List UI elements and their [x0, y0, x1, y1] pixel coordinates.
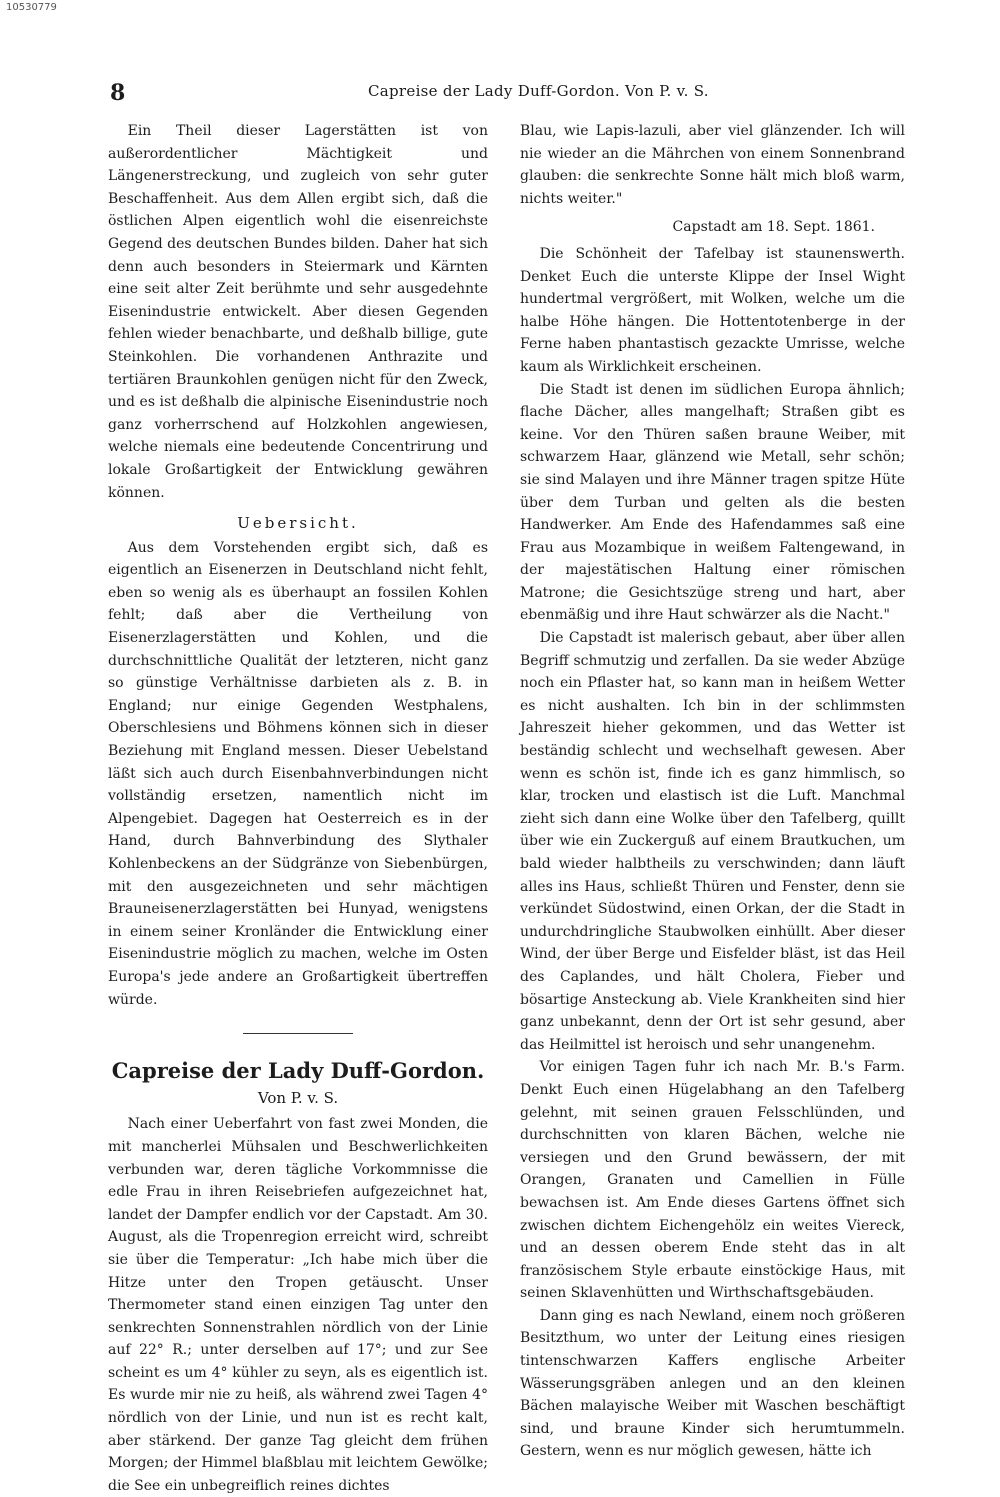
article-title: Capreise der Lady Duff-Gordon. — [111, 1058, 485, 1084]
paragraph: Dann ging es nach Newland, einem noch größeren Besitzthum, wo unter der Leitung eines riesigen tintenschwarzen Kaffers englische Arbeiter Wässerungsgräben anlegen und an den kleinen Bächen malayische Weiber mit Waschen beschäftigt sind, und braune Kinder sich herumtummeln. Gestern, wenn es nur möglich gewesen, hätte ich — [520, 1307, 905, 1460]
section-heading: Uebersicht. — [237, 514, 359, 533]
dateline: Capstadt am 18. Sept. 1861. — [672, 219, 875, 236]
paragraph: Ein Theil dieser Lagerstätten ist von außerordentlicher Mächtigkeit und Längenerstreckung, und zugleich von sehr guter Beschaffenheit. Aus dem Allen ergibt sich, daß die östlichen Alpen eigentlich wohl die eisenreichste Gegend des deutschen Bundes bilden. Daher hat sich denn auch besonders in Steiermark und Kärnten eine seit alter Zeit berühmte und sehr ausgedehnte Eisenindustrie entwickelt. Aber diesen Gegenden fehlen wieder benachbarte, und deßhalb billige, gute Steinkohlen. Die vorhandenen Anthrazite und tertiären Braunkohlen genügen nicht für den Zweck, und es ist deßhalb die alpinische Eisenindustrie noch ganz vorherrschend auf Holzkohlen angewiesen, welche niemals eine bedeutende Concentrirung und lokale Großartigkeit der Entwicklung gewähren können. — [108, 123, 488, 501]
byline: Von P. v. S. — [257, 1088, 339, 1107]
right-column — [520, 120, 905, 1463]
running-head: Capreise der Lady Duff-Gordon. Von P. v. S. — [368, 82, 709, 100]
paragraph: Die Schönheit der Tafelbay ist staunenswerth. Denket Euch die unterste Klippe der Insel Wight hundertmal vergrößert, mit Wolken, welche um die halbe Höhe hängen. Die Hottentotenberge in der Ferne haben phantastisch gezackte Umrisse, welche kaum als Wirklichkeit erscheinen. — [520, 245, 905, 375]
paragraph: Die Capstadt ist malerisch gebaut, aber über allen Begriff schmutzig und zerfallen. Da sie weder Abzüge noch ein Pflaster hat, so kann man in heißem Wetter es nicht aushalten. Ich bin in der schlimmsten Jahreszeit hieher gekommen, und das Wetter ist beständig schlecht und wechselhaft gewesen. Aber wenn es schön ist, finde ich es ganz himmlisch, so klar, trocken und elastisch ist die Luft. Manchmal zieht sich dann eine Wolke über den Tafelberg, quillt über wie ein Zuckerguß auf einem Brautkuchen, um bald wieder halbtheils zu verschwinden; dann läuft alles ins Haus, schließt Thüren und Fenster, denn sie verkündet Südostwind, einen Orkan, der die Stadt in undurchdringliche Staubwolken einhüllt. Aber dieser Wind, der über Berge und Eisfelder bläst, ist das Heil des Caplandes, und hält Cholera, Fieber und bösartige Ansteckung ab. Viele Krankheiten sind hier ganz unbekannt, denn der Ort ist sehr gesund, aber das Heilmittel ist heroisch und sehr unangenehm. — [520, 630, 905, 1053]
left-column — [108, 120, 488, 1497]
paragraph: Vor einigen Tagen fuhr ich nach Mr. B.'s Farm. Denkt Euch einen Hügelabhang an den Tafelberg gelehnt, mit seinen grauen Felsschlünden, und durchschnitten von klaren Bächen, welche nie versiegen und den Grund bewässern, der mit Orangen, Granaten und Camellien in Fülle bewachsen ist. Am Ende dieses Gartens öffnet sich zwischen dichtem Eichengehölz ein weites Viereck, und an dessen oberem Ende steht das in alt französischem Style erbaute einstöckige Haus, mit seinen Sklavenhütten und Wirthschaftsgebäuden. — [520, 1059, 905, 1302]
scan-id: 10530779 — [6, 2, 57, 13]
section-divider — [243, 1033, 353, 1034]
paragraph: Blau, wie Lapis-lazuli, aber viel glänzender. Ich will nie wieder an die Mährchen von einem Sonnenbrand glauben: die senkrechte Sonne hält mich bloß warm, nichts weiter." — [520, 123, 905, 207]
paragraph: Aus dem Vorstehenden ergibt sich, daß es eigentlich an Eisenerzen in Deutschland nicht fehlt, eben so wenig als es überhaupt an fossilen Kohlen fehlt; daß aber die Vertheilung von Eisenerzlagerstätten und Kohlen, und die durchschnittliche Qualität der letzteren, nicht ganz so günstige Verhältnisse darbieten als z. B. in England; nur einige Gegenden Westphalens, Oberschlesiens und Böhmens können sich in dieser Beziehung mit England messen. Dieser Uebelstand läßt sich auch durch Eisenbahnverbindungen nicht vollständig ersetzen, namentlich nicht im Alpengebiet. Dagegen hat Oesterreich es in der Hand, durch Bahnverbindung des Slythaler Kohlenbeckens an der Südgränze von Siebenbürgen, mit den ausgezeichneten und sehr mächtigen Brauneisenerzlagerstätten bei Hunyad, wenigstens in einem seiner Kronländer die Entwicklung einer Eisenindustrie möglich zu machen, welche im Osten Europa's jede andere an Großartigkeit übertreffen würde. — [108, 539, 488, 1008]
paragraph: Die Stadt ist denen im südlichen Europa ähnlich; flache Dächer, alles mangelhaft; Straßen gibt es keine. Vor den Thüren saßen braune Weiber, mit schwarzem Haar, glänzend wie Metall, sehr schön; sie sind Malayen und ihre Männer tragen spitze Hüte über dem Turban und gelten als die besten Handwerker. Am Ende des Hafendammes saß eine Frau aus Mozambique in weißem Faltengewand, in der majestätischen Haltung einer römischen Matrone; die Gesichtszüge streng und hart, aber ebenmäßig und ihre Haut schwärzer als die Nacht." — [520, 381, 905, 624]
paragraph: Nach einer Ueberfahrt von fast zwei Monden, die mit mancherlei Mühsalen und Beschwerlichkeiten verbunden war, deren tägliche Vorkommnisse die edle Frau in ihren Reisebriefen aufgezeichnet hat, landet der Dampfer endlich vor der Capstadt. Am 30. August, als die Tropenregion erreicht wird, schreibt sie über die Temperatur: „Ich habe mich über die Hitze unter den Tropen getäuscht. Unser Thermometer stand einen einzigen Tag unter den senkrechten Sonnenstrahlen nördlich von der Linie auf 22° R.; unter derselben auf 17°; und zur See scheint es um 4° kühler zu seyn, als es eigentlich ist. Es wurde mir nie zu heiß, als während zwei Tagen 4° nördlich von der Linie, und nun ist es recht kalt, aber stärkend. Der ganze Tag gleicht dem frühen Morgen; der Himmel blaßblau mit leichtem Gewölke; die See ein unbegreiflich reines dichtes — [108, 1116, 488, 1494]
page-number: 8 — [110, 80, 126, 106]
